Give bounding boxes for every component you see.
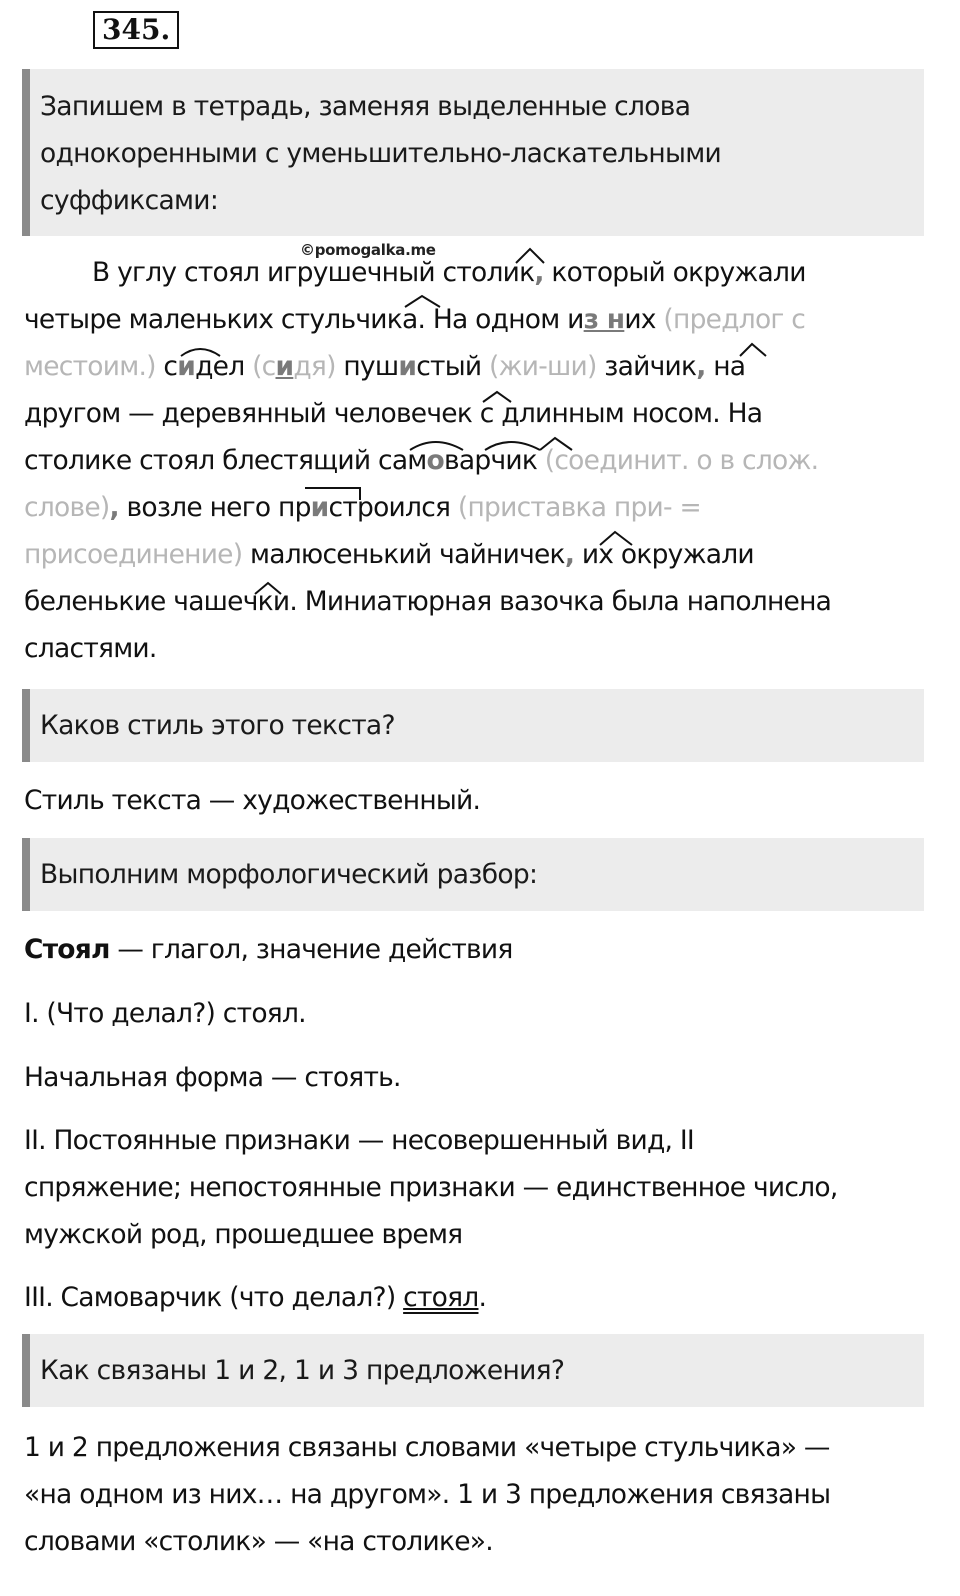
task-box — [22, 69, 924, 236]
morph-ii-line: мужской род, прошедшее время — [24, 1219, 463, 1250]
answer-line: «на одном из них… на другом». 1 и 3 предложения связаны — [24, 1479, 831, 1510]
task-line: однокоренными с уменьшительно-ласкательными — [40, 138, 722, 169]
answer-line: словами «столик» — «на столике». — [24, 1526, 493, 1557]
text-line-3: местоим.) сидел (сидя) пушистый (жи-ши) зайчик, на — [24, 351, 746, 382]
question-box — [22, 1334, 924, 1407]
task-box — [22, 838, 924, 911]
answer-line: 1 и 2 предложения связаны словами «четыре стульчика» — — [24, 1432, 830, 1463]
task-line: суффиксами: — [40, 185, 219, 216]
text-line-2: четыре маленьких стульчика. На одном из них (предлог с — [24, 304, 806, 335]
morph-ii-line: спряжение; непостоянные признаки — единственное число, — [24, 1172, 838, 1203]
text-line-5: столике стоял блестящий самоварчик (соединит. о в слож. — [24, 445, 819, 476]
morph-ii-line: II. Постоянные признаки — несовершенный вид, II — [24, 1125, 695, 1156]
morph-q1: I. (Что делал?) стоял. — [24, 998, 306, 1029]
morph-head: Стоял — глагол, значение действия — [24, 934, 513, 965]
question-box — [22, 689, 924, 762]
text-line-8: беленькие чашечки. Миниатюрная вазочка была наполнена — [24, 586, 832, 617]
morph-word: Стоял — [24, 934, 110, 965]
answer-links — [24, 1424, 944, 1565]
task-line: Запишем в тетрадь, заменяя выделенные слова — [40, 91, 691, 122]
morph-iii: III. Самоварчик (что делал?) стоял. — [24, 1282, 487, 1313]
question-text: Каков стиль этого текста? — [40, 710, 395, 741]
morph-initial: Начальная форма — стоять. — [24, 1062, 401, 1093]
text-line-7: присоединение) малюсенький чайничек, их окружали — [24, 539, 754, 570]
morph-ii — [24, 1117, 944, 1258]
text-line-9: сластями. — [24, 633, 157, 664]
task-text: Выполним морфологический разбор: — [40, 859, 538, 890]
text-body — [24, 249, 944, 672]
text-line-1: В углу стоял игрушечный столик, который окружали — [92, 257, 806, 288]
text-line-4: другом — деревянный человечек с длинным носом. На — [24, 398, 763, 429]
watermark: ©pomogalka.me — [300, 241, 436, 259]
predicate-word: стоял — [403, 1282, 479, 1313]
exercise-number: 345. — [93, 11, 179, 49]
question-text: Как связаны 1 и 2, 1 и 3 предложения? — [40, 1355, 565, 1386]
answer-style: Стиль текста — художественный. — [24, 785, 481, 816]
text-line-6: слове), возле него пристроился (приставка при- = — [24, 492, 701, 523]
